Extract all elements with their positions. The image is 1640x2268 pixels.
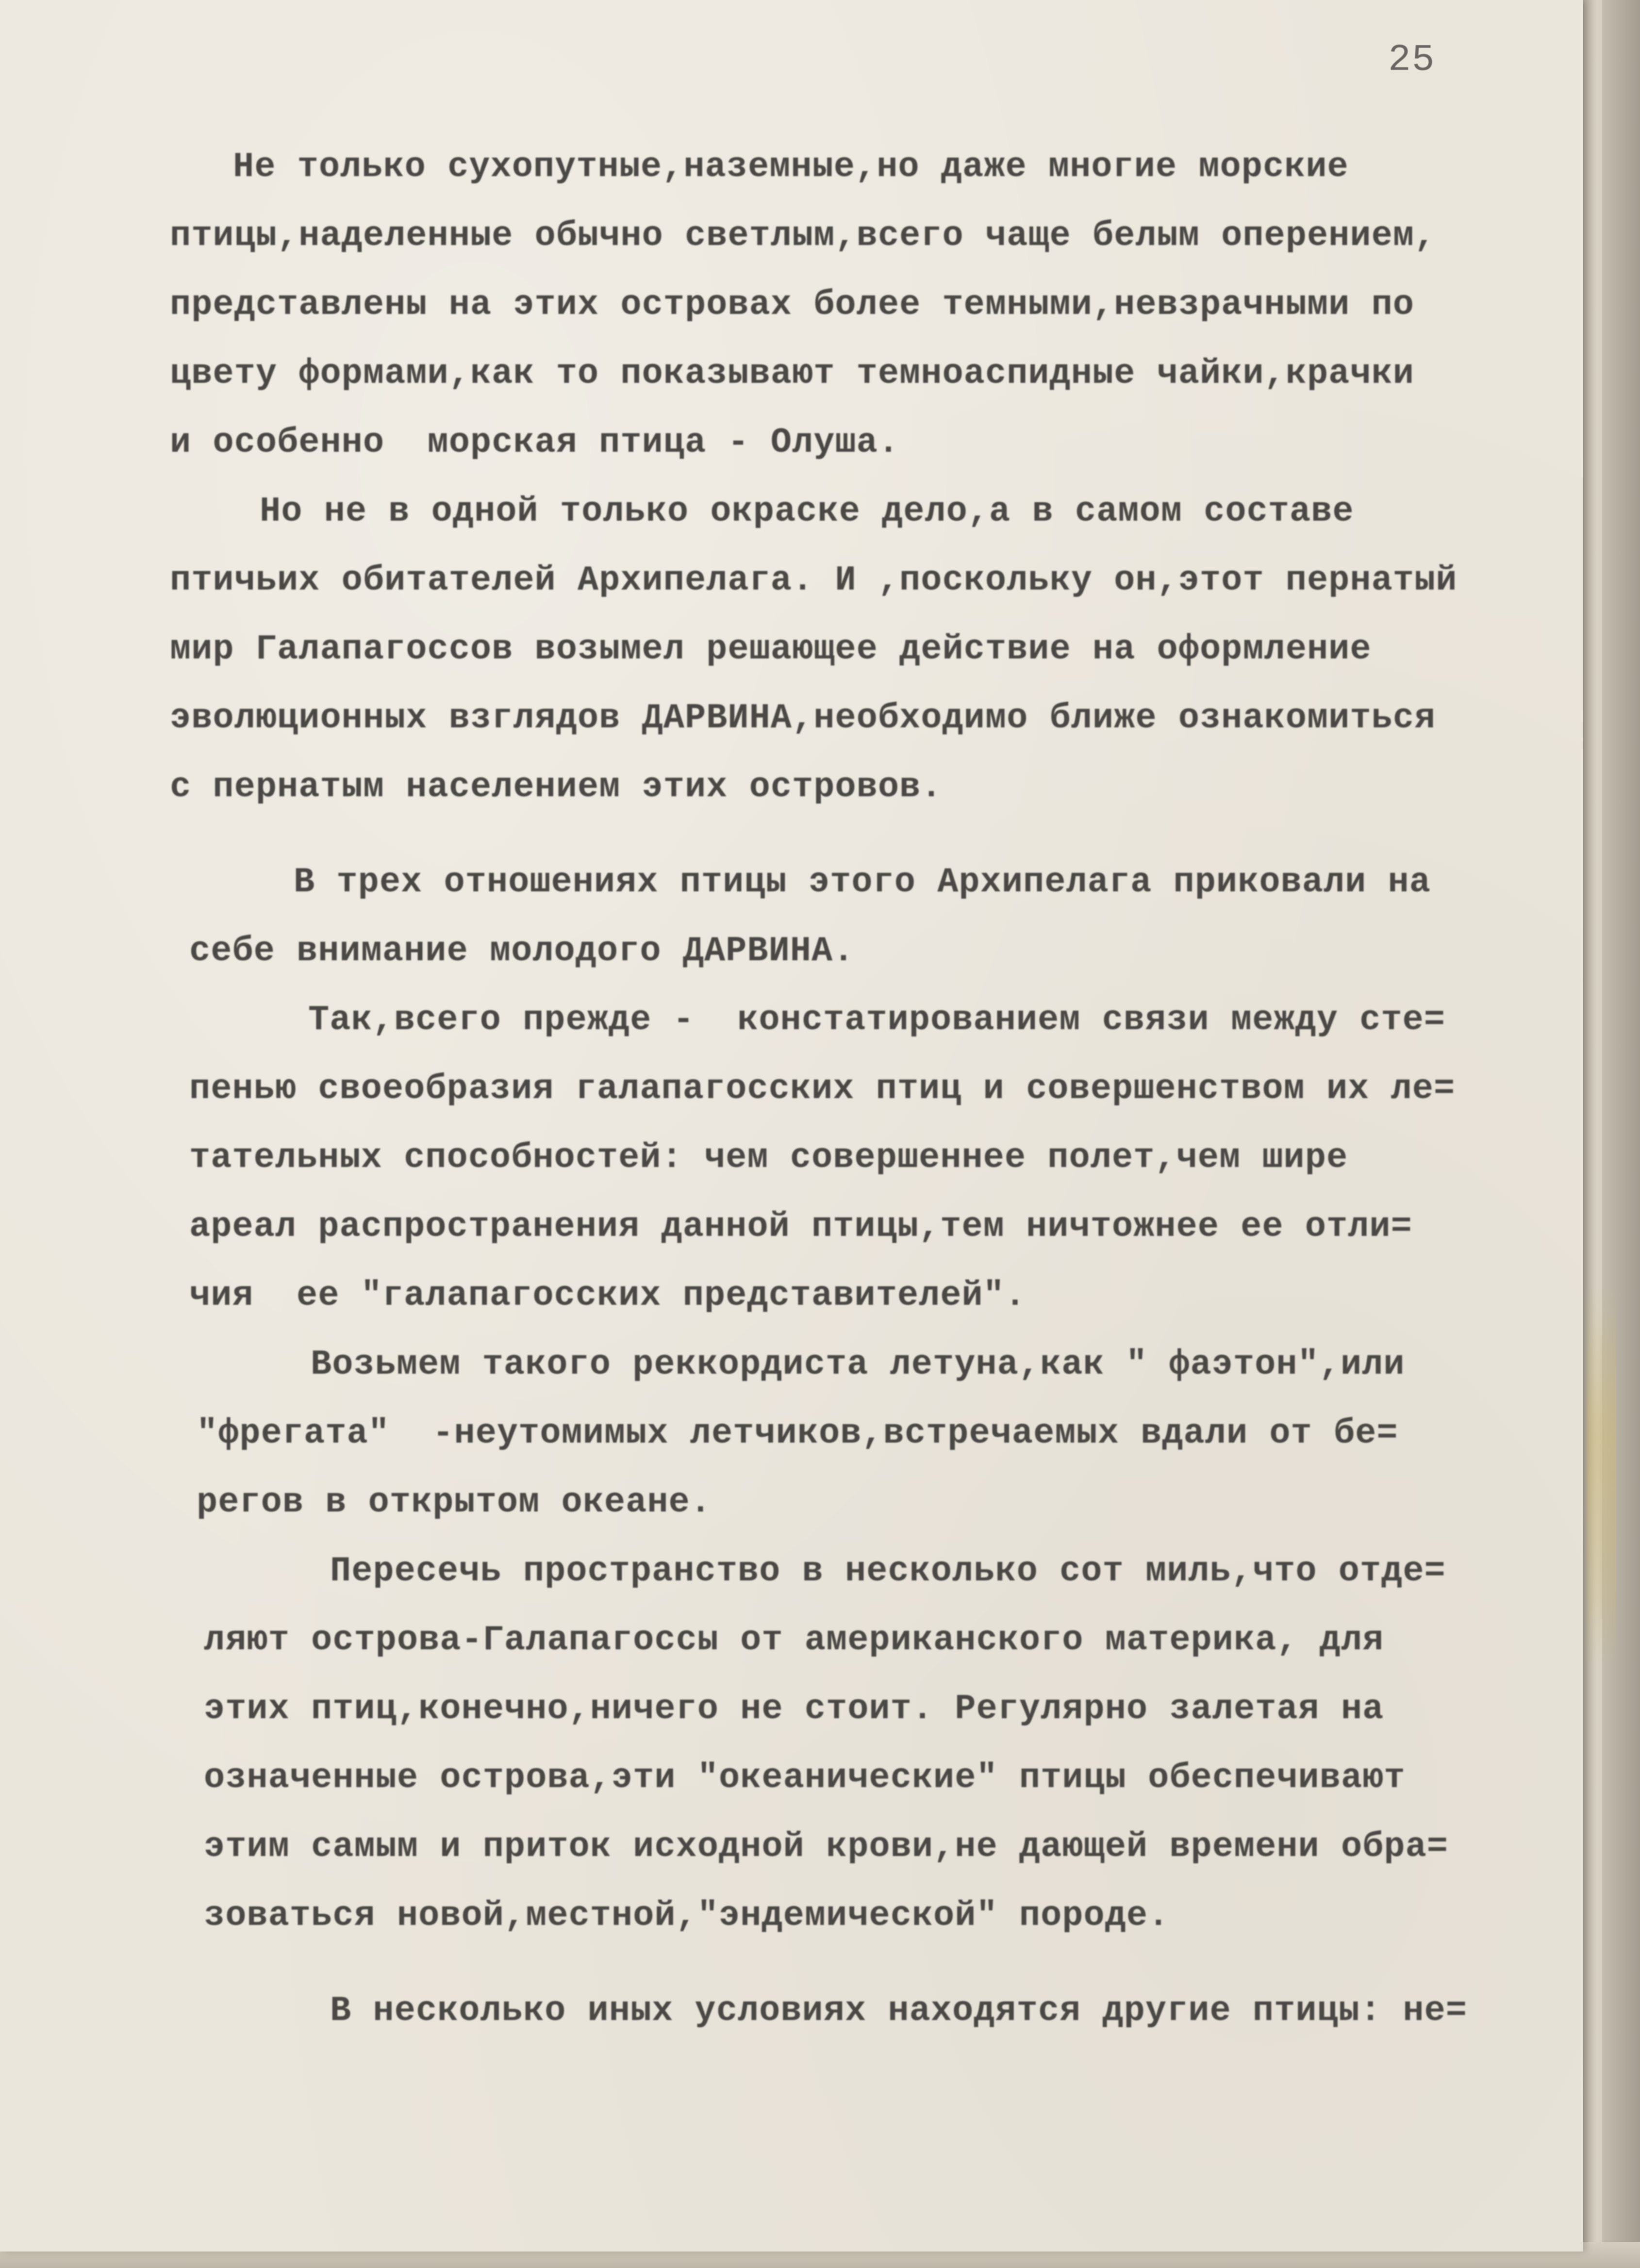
text-line: Пересечь пространство в несколько сот миль,что отде= [330,1551,1446,1591]
underlying-sheets-shadow [1602,0,1640,2268]
text-line: Но не в одной только окраске дело,а в самом составе [260,492,1354,531]
text-line: с пернатым населением этих островов. [170,767,943,807]
text-line: и особенно морская птица - Олуша. [170,423,900,462]
text-line: означенные острова,эти "океанические" птицы обеспечивают [204,1758,1406,1798]
page-edge-stain [1587,1281,1616,1669]
text-line: цвету формами,как то показывают темноаспидные чайки,крачки [170,354,1415,394]
text-line: В несколько иных условиях находятся другие птицы: не= [330,1991,1467,2031]
text-line: чия ее "галапагосских представителей". [189,1276,1027,1315]
text-line: В трех отношениях птицы этого Архипелага приковали на [294,862,1431,902]
page-number: 25 [1388,39,1436,82]
text-line: "фрегата" -неутомимых летчиков,встречаемых вдали от бе= [197,1413,1398,1453]
text-line: этим самым и приток исходной крови,не дающей времени обра= [204,1827,1449,1867]
text-line: мир Галапагоссов возымел решающее действие на оформление [170,629,1372,669]
text-line: птицы,наделенные обычно светлым,всего чаще белым оперением, [170,216,1436,256]
text-line: тательных способностей: чем совершеннее полет,чем шире [189,1138,1348,1178]
text-line: Возьмем такого реккордиста летуна,как " фаэтон",или [311,1345,1405,1384]
text-line: Так,всего прежде - констатированием связи между сте= [308,1000,1445,1040]
text-line: зоваться новой,местной,"эндемической" породе. [204,1896,1170,1936]
text-line: регов в открытом океане. [197,1482,712,1522]
text-line: птичьих обитателей Архипелага. И ,поскольку он,этот пернатый [170,560,1458,600]
text-line: ляют острова-Галапагоссы от американского материка, для [204,1620,1384,1660]
text-line: себе внимание молодого ДАРВИНА. [189,931,855,971]
text-line: ареал распространения данной птицы,тем ничтожнее ее отли= [189,1207,1412,1247]
text-line: пенью своеобразия галапагосских птиц и совершенством их ле= [189,1069,1456,1109]
text-line: эволюционных взглядов ДАРВИНА,необходимо ближе ознакомиться [170,698,1436,738]
text-line: представлены на этих островах более темными,невзрачными по [170,285,1415,325]
text-line: этих птиц,конечно,ничего не стоит. Регулярно залетая на [204,1689,1384,1729]
text-line: Не только сухопутные,наземные,но даже многие морские [233,147,1349,187]
